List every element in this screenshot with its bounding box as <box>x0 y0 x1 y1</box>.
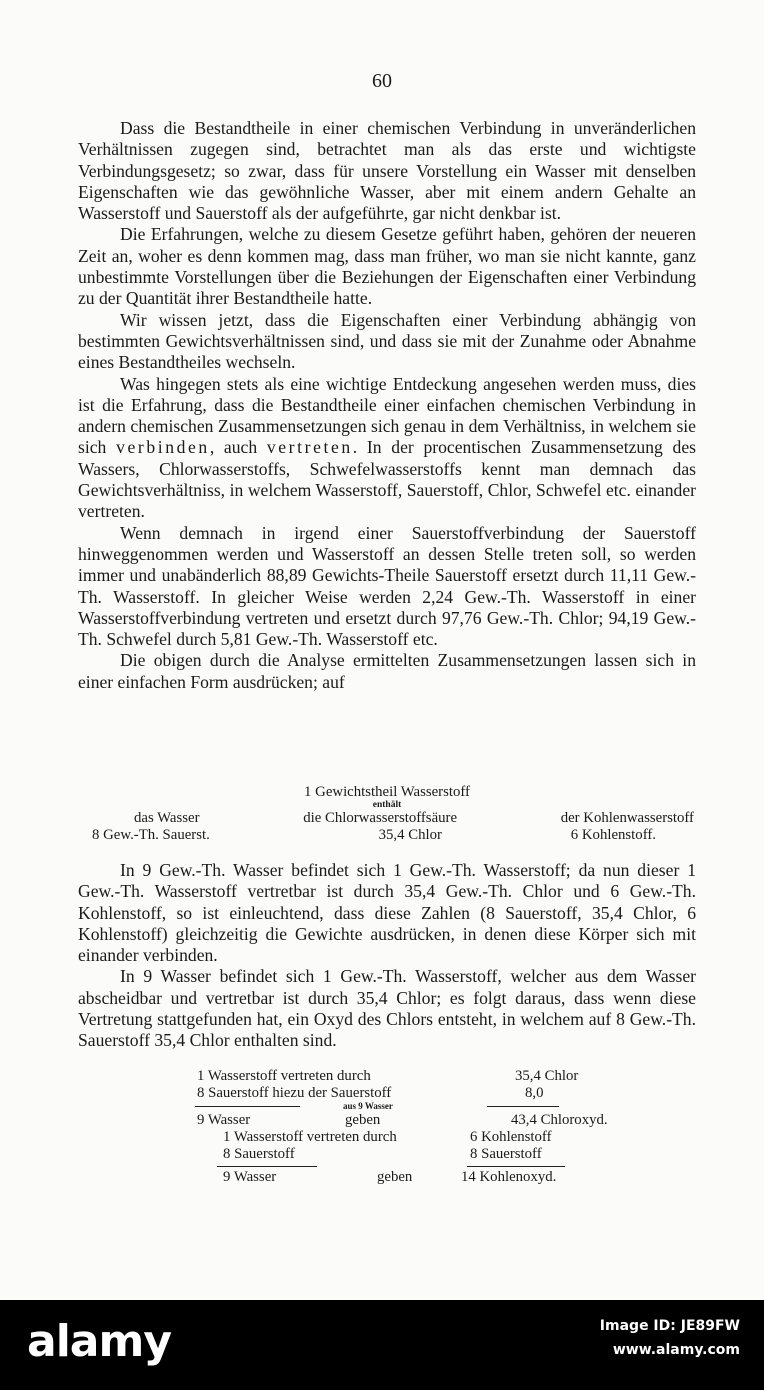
table-cell: 9 Wasser <box>223 1169 277 1185</box>
table-cell: 8 Sauerstoff <box>470 1146 542 1162</box>
compound-hydrochloric: die Chlorwasserstoffsäure <box>303 810 458 826</box>
paragraph: Wenn demnach in irgend einer Sauerstoffverbindung der Sauerstoff hinweggenommen werden und Wasserstoff an dessen Stelle treten soll, so werden immer und unabänderlich 88,89 Gewichts-Theile Sauerstoff ersetzt durch 11,11 Gew.-Th. Wasserstoff. In gleicher Weise werden 2,24 Gew.-Th. Wasserstoff in einer Wasserstoffverbindung vertreten und ersetzt durch 97,76 Gew.-Th. Chlor; 94,19 Gew.-Th. Schwefel durch 5,81 Gew.-Th. Wasserstoff etc. <box>78 522 696 650</box>
table-cell: 43,4 Chloroxyd. <box>511 1112 608 1128</box>
sum-rule <box>195 1106 300 1107</box>
equivalence-block <box>78 784 696 844</box>
sum-rule <box>217 1166 317 1167</box>
paragraph: Dass die Bestandtheile in einer chemischen Verbindung in unveränderlichen Verhältnissen zugegen sind, betrachtet man als das erste und wichtigste Verbindungsgesetz; so zwar, dass für unsere Vorstellung ein Wasser mit denselben Eigenschaften wie das gewöhnliche Wasser, aber mit einem andern Gehalte an Wasserstoff und Sauerstoff als der aufgeführte, gar nicht denkbar ist. <box>78 118 696 224</box>
paragraph: Die Erfahrungen, welche zu diesem Gesetze geführt haben, gehören der neueren Zeit an, woher es denn kommen mag, dass man früher, wo man sie nicht kannte, ganz unbestimmte Vorstellungen über die Beziehungen der Eigenschaften einer Verbindung zu der Quantität ihrer Bestandtheile hatte. <box>78 224 696 309</box>
table-row <box>195 1112 635 1129</box>
body-text-top <box>78 118 696 693</box>
table-cell: 8 Sauerstoff hiezu der Sauerstoff <box>197 1085 392 1101</box>
table-row <box>195 1146 635 1163</box>
substitution-table <box>195 1068 635 1186</box>
table-row <box>195 1068 635 1085</box>
weight-carbon: 6 Kohlenstoff. <box>570 827 656 843</box>
table-cell: geben <box>345 1112 381 1128</box>
spaced-word: verbinden <box>116 437 210 458</box>
text-run: , auch <box>209 437 267 458</box>
table-cell: 1 Wasserstoff vertreten durch <box>197 1068 371 1084</box>
equivalence-weights <box>78 827 696 844</box>
compound-hydrocarbon: der Kohlenwasserstoff <box>560 810 694 826</box>
image-id: Image ID: JE89FW <box>599 1318 740 1334</box>
site-url: www.alamy.com <box>612 1342 740 1358</box>
text-run: . In der procentischen Zusammensetzung des Wassers, Chlorwasserstoffs, Schwefelwasserstoffs kennt man demnach das Gewichtsverhältniss, in welchem Wasserstoff, Sauerstoff, Chlor, Schwefel etc. einander vertreten. <box>78 437 696 522</box>
table-cell: geben <box>377 1169 413 1185</box>
spaced-word: vertreten <box>266 437 353 458</box>
table-cell: 9 Wasser <box>197 1112 251 1128</box>
table-note: aus 9 Wasser <box>343 1101 393 1111</box>
table-cell: 8 Sauerstoff <box>223 1146 295 1162</box>
table-row <box>195 1102 635 1112</box>
equivalence-heading: 1 Gewichtstheil Wasserstoff <box>304 784 470 800</box>
alamy-logo: alamy <box>27 1316 171 1367</box>
paragraph: Wir wissen jetzt, dass die Eigenschaften einer Verbindung abhängig von bestimmten Gewichtsverhältnissen sind, und dass sie mit der Zunahme oder Abnahme eines Bestandtheiles wechseln. <box>78 309 696 373</box>
table-cell: 8,0 <box>525 1085 544 1101</box>
table-cell: 14 Kohlenoxyd. <box>461 1169 557 1185</box>
sum-rule <box>467 1166 565 1167</box>
table-row <box>195 1085 635 1102</box>
paragraph: Die obigen durch die Analyse ermittelten Zusammensetzungen lassen sich in einer einfachen Form ausdrücken; auf <box>78 650 696 692</box>
table-cell: 1 Wasserstoff vertreten durch <box>223 1129 397 1145</box>
paragraph: In 9 Wasser befindet sich 1 Gew.-Th. Wasserstoff, welcher aus dem Wasser abscheidbar und vertretbar ist durch 35,4 Chlor; es folgt daraus, dass wenn diese Vertretung stattgefunden hat, ein Oxyd des Chlors entsteht, in welchem auf 8 Gew.-Th. Sauerstoff 35,4 Chlor enthalten sind. <box>78 966 696 1051</box>
table-cell: 35,4 Chlor <box>515 1068 579 1084</box>
equivalence-compounds <box>78 810 696 827</box>
weight-oxygen: 8 Gew.-Th. Sauerst. <box>92 827 210 843</box>
body-text-bottom <box>78 860 696 1052</box>
paragraph <box>78 374 696 523</box>
compound-water: das Wasser <box>134 810 200 826</box>
table-row <box>195 1169 635 1186</box>
weight-chlorine: 35,4 Chlor <box>378 827 442 843</box>
table-cell: 6 Kohlenstoff <box>470 1129 552 1145</box>
page-number: 60 <box>372 70 392 92</box>
sum-rule <box>487 1106 559 1107</box>
text-run: Was hingegen stets als eine wichtige Entdeckung angesehen werden muss, dies ist die Erfahrung, dass die Bestandtheile einer einfachen chemischen Verbindung in andern chemischen Zusammensetzungen sich genau in dem Verhältniss, in welchem sie sich <box>78 373 696 458</box>
table-row <box>195 1129 635 1146</box>
equivalence-contains: enthält <box>372 800 402 810</box>
paragraph: In 9 Gew.-Th. Wasser befindet sich 1 Gew.-Th. Wasserstoff; da nun dieser 1 Gew.-Th. Wasserstoff vertretbar ist durch 35,4 Gew.-Th. Chlor und 6 Gew.-Th. Kohlenstoff, so ist einleuchtend, dass diese Zahlen (8 Sauerstoff, 35,4 Chlor, 6 Kohlenstoff) gleichzeitig die Gewichte ausdrücken, in denen diese Körper sich mit einander verbinden. <box>78 860 696 966</box>
